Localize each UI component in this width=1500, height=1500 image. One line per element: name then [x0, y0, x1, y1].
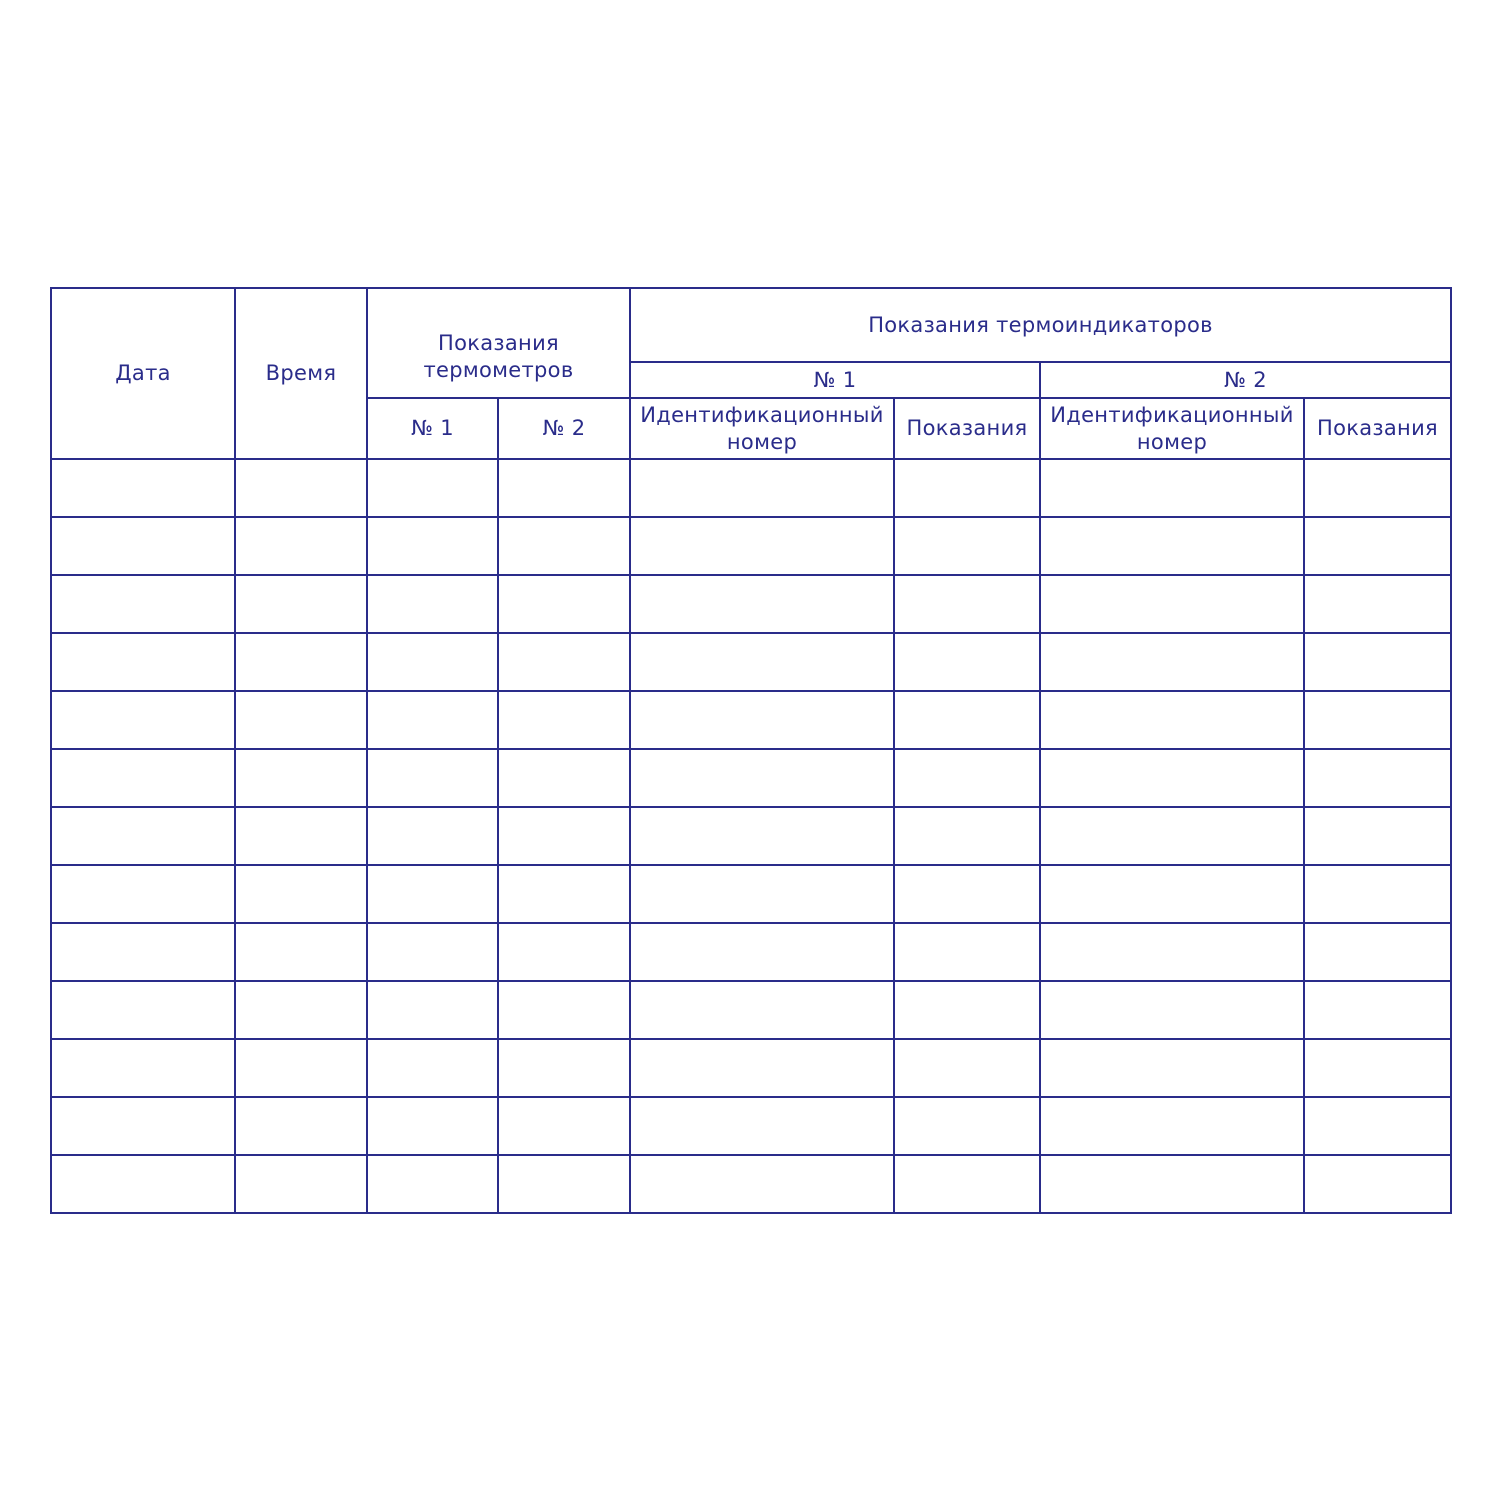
cell-time[interactable] [235, 517, 367, 575]
cell-indicator-1-reading[interactable] [894, 1039, 1040, 1097]
header-indicator-2-id-label: Идентификационный номер [1050, 402, 1294, 454]
cell-date[interactable] [51, 459, 235, 517]
cell-indicator-2-id[interactable] [1040, 633, 1304, 691]
cell-date[interactable] [51, 807, 235, 865]
cell-indicator-1-reading[interactable] [894, 749, 1040, 807]
cell-thermometer-2[interactable] [498, 517, 630, 575]
cell-indicator-1-id[interactable] [630, 981, 894, 1039]
cell-indicator-1-reading[interactable] [894, 923, 1040, 981]
cell-time[interactable] [235, 1155, 367, 1213]
cell-thermometer-1[interactable] [367, 459, 498, 517]
cell-indicator-1-id[interactable] [630, 923, 894, 981]
cell-thermometer-2[interactable] [498, 807, 630, 865]
header-thermoindicators [630, 288, 1451, 362]
cell-time[interactable] [235, 459, 367, 517]
cell-indicator-1-id[interactable] [630, 575, 894, 633]
header-time [235, 288, 367, 459]
cell-thermometer-1[interactable] [367, 807, 498, 865]
table-row [51, 1097, 1451, 1155]
cell-time[interactable] [235, 575, 367, 633]
cell-indicator-1-id[interactable] [630, 633, 894, 691]
cell-thermometer-1[interactable] [367, 1155, 498, 1213]
cell-indicator-2-reading[interactable] [1304, 865, 1451, 923]
cell-indicator-2-reading[interactable] [1304, 981, 1451, 1039]
header-date-label: Дата [115, 361, 171, 385]
header-indicator-1-id [630, 398, 894, 459]
cell-indicator-1-reading[interactable] [894, 459, 1040, 517]
header-indicator-1-reading [894, 398, 1040, 459]
cell-date[interactable] [51, 749, 235, 807]
cell-indicator-2-id[interactable] [1040, 691, 1304, 749]
cell-thermometer-1[interactable] [367, 517, 498, 575]
table-row [51, 807, 1451, 865]
cell-indicator-1-reading[interactable] [894, 865, 1040, 923]
cell-thermometer-2[interactable] [498, 1039, 630, 1097]
cell-date[interactable] [51, 923, 235, 981]
cell-indicator-2-reading[interactable] [1304, 749, 1451, 807]
header-indicator-2-reading [1304, 398, 1451, 459]
cell-thermometer-1[interactable] [367, 1039, 498, 1097]
cell-thermometer-2[interactable] [498, 691, 630, 749]
cell-thermometer-2[interactable] [498, 981, 630, 1039]
table-row [51, 865, 1451, 923]
header-thermometers-label: Показания термометров [423, 330, 574, 382]
header-thermometer-1-label: № 1 [411, 416, 454, 440]
cell-time[interactable] [235, 691, 367, 749]
header-indicator-2 [1040, 362, 1451, 398]
header-indicator-1 [630, 362, 1040, 398]
cell-thermometer-2[interactable] [498, 865, 630, 923]
cell-indicator-2-id[interactable] [1040, 1039, 1304, 1097]
cell-date[interactable] [51, 517, 235, 575]
cell-time[interactable] [235, 633, 367, 691]
cell-indicator-2-reading[interactable] [1304, 923, 1451, 981]
cell-indicator-1-reading[interactable] [894, 633, 1040, 691]
cell-indicator-2-reading[interactable] [1304, 1155, 1451, 1213]
cell-indicator-2-reading[interactable] [1304, 633, 1451, 691]
cell-indicator-1-id[interactable] [630, 749, 894, 807]
table-body [51, 459, 1451, 1213]
cell-indicator-1-id[interactable] [630, 459, 894, 517]
cell-thermometer-1[interactable] [367, 749, 498, 807]
cell-indicator-1-reading[interactable] [894, 517, 1040, 575]
cell-thermometer-2[interactable] [498, 749, 630, 807]
cell-indicator-1-id[interactable] [630, 691, 894, 749]
cell-indicator-2-id[interactable] [1040, 749, 1304, 807]
cell-thermometer-2[interactable] [498, 923, 630, 981]
cell-time[interactable] [235, 1097, 367, 1155]
cell-indicator-1-reading[interactable] [894, 1155, 1040, 1213]
cell-thermometer-2[interactable] [498, 1155, 630, 1213]
table-row [51, 691, 1451, 749]
cell-thermometer-1[interactable] [367, 923, 498, 981]
cell-date[interactable] [51, 691, 235, 749]
cell-date[interactable] [51, 981, 235, 1039]
cell-indicator-2-id[interactable] [1040, 807, 1304, 865]
cell-indicator-1-reading[interactable] [894, 1097, 1040, 1155]
cell-indicator-1-id[interactable] [630, 1155, 894, 1213]
cell-indicator-2-id[interactable] [1040, 517, 1304, 575]
header-indicator-2-reading-label: Показания [1317, 416, 1438, 440]
table-row [51, 1039, 1451, 1097]
cell-time[interactable] [235, 923, 367, 981]
cell-indicator-2-reading[interactable] [1304, 575, 1451, 633]
header-indicator-1-id-label: Идентификационный номер [640, 402, 884, 454]
header-date [51, 288, 235, 459]
cell-time[interactable] [235, 1039, 367, 1097]
cell-indicator-2-id[interactable] [1040, 1097, 1304, 1155]
cell-thermometer-1[interactable] [367, 1097, 498, 1155]
cell-indicator-2-reading[interactable] [1304, 1039, 1451, 1097]
cell-thermometer-1[interactable] [367, 691, 498, 749]
header-indicator-2-id [1040, 398, 1304, 459]
cell-thermometer-1[interactable] [367, 633, 498, 691]
cell-indicator-2-id[interactable] [1040, 575, 1304, 633]
header-indicator-1-label: № 1 [813, 367, 857, 392]
table-row [51, 981, 1451, 1039]
cell-time[interactable] [235, 981, 367, 1039]
cell-date[interactable] [51, 865, 235, 923]
cell-thermometer-1[interactable] [367, 865, 498, 923]
cell-date[interactable] [51, 1097, 235, 1155]
table-row [51, 1155, 1451, 1213]
cell-indicator-1-id[interactable] [630, 1039, 894, 1097]
cell-date[interactable] [51, 633, 235, 691]
journal-form [50, 287, 1450, 1214]
cell-thermometer-2[interactable] [498, 459, 630, 517]
header-thermoindicators-label: Показания термоиндикаторов [868, 312, 1213, 337]
header-thermometer-2 [498, 398, 630, 459]
cell-indicator-2-id[interactable] [1040, 981, 1304, 1039]
cell-indicator-2-reading[interactable] [1304, 459, 1451, 517]
cell-time[interactable] [235, 749, 367, 807]
cell-indicator-2-reading[interactable] [1304, 517, 1451, 575]
cell-date[interactable] [51, 575, 235, 633]
cell-indicator-1-reading[interactable] [894, 807, 1040, 865]
cell-indicator-2-reading[interactable] [1304, 691, 1451, 749]
header-indicator-2-label: № 2 [1224, 367, 1267, 392]
table-row [51, 459, 1451, 517]
temperature-log-table [50, 287, 1452, 1214]
header-thermometer-2-label: № 2 [542, 416, 586, 440]
cell-indicator-2-reading[interactable] [1304, 807, 1451, 865]
cell-indicator-2-reading[interactable] [1304, 1097, 1451, 1155]
cell-time[interactable] [235, 865, 367, 923]
cell-indicator-1-id[interactable] [630, 807, 894, 865]
cell-thermometer-2[interactable] [498, 633, 630, 691]
cell-thermometer-2[interactable] [498, 1097, 630, 1155]
header-time-label: Время [265, 361, 337, 385]
table-row [51, 749, 1451, 807]
cell-indicator-2-id[interactable] [1040, 865, 1304, 923]
cell-indicator-1-id[interactable] [630, 865, 894, 923]
cell-thermometer-1[interactable] [367, 981, 498, 1039]
cell-thermometer-1[interactable] [367, 575, 498, 633]
cell-indicator-1-id[interactable] [630, 1097, 894, 1155]
header-thermometer-1 [367, 398, 498, 459]
table-row [51, 633, 1451, 691]
header-indicator-1-reading-label: Показания [906, 416, 1028, 440]
cell-indicator-1-reading[interactable] [894, 691, 1040, 749]
header-thermometers [367, 288, 630, 398]
cell-indicator-1-reading[interactable] [894, 981, 1040, 1039]
table-row [51, 575, 1451, 633]
cell-indicator-2-id[interactable] [1040, 1155, 1304, 1213]
table-row [51, 517, 1451, 575]
cell-indicator-2-id[interactable] [1040, 923, 1304, 981]
cell-indicator-2-id[interactable] [1040, 459, 1304, 517]
cell-date[interactable] [51, 1155, 235, 1213]
table-row [51, 923, 1451, 981]
cell-indicator-1-id[interactable] [630, 517, 894, 575]
cell-thermometer-2[interactable] [498, 575, 630, 633]
cell-indicator-1-reading[interactable] [894, 575, 1040, 633]
cell-date[interactable] [51, 1039, 235, 1097]
cell-time[interactable] [235, 807, 367, 865]
